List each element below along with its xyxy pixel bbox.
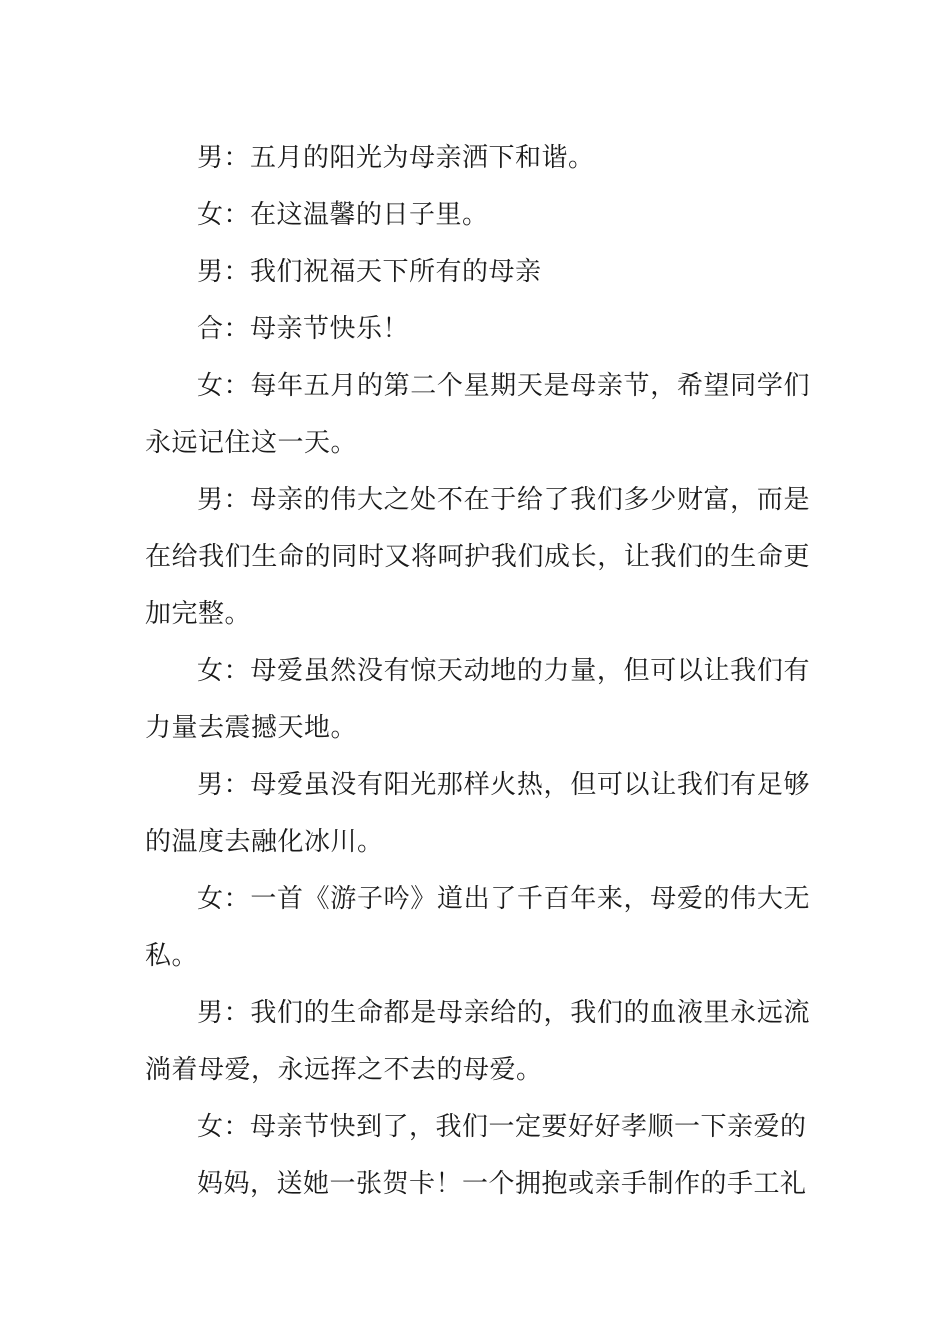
dialogue-line: 女：母爱虽然没有惊天动地的力量，但可以让我们有力量去震撼天地。 bbox=[145, 656, 810, 743]
dialogue-line: 男：母亲的伟大之处不在于给了我们多少财富，而是在给我们生命的同时又将呵护我们成长，让我们的生命更加完整。 bbox=[145, 485, 810, 629]
dialogue-line: 女：母亲节快到了，我们一定要好好孝顺一下亲爱的 bbox=[197, 1112, 807, 1142]
dialogue-line: 男：我们的生命都是母亲给的，我们的血液里永远流淌着母爱，永远挥之不去的母爱。 bbox=[145, 998, 810, 1085]
dialogue-line: 女：在这温馨的日子里。 bbox=[197, 200, 489, 230]
dialogue-line: 合：母亲节快乐！ bbox=[197, 314, 410, 344]
dialogue-line: 男：母爱虽没有阳光那样火热，但可以让我们有足够的温度去融化冰川。 bbox=[145, 770, 810, 857]
dialogue-line: 女：每年五月的第二个星期天是母亲节，希望同学们永远记住这一天。 bbox=[145, 371, 810, 458]
document-body bbox=[145, 130, 810, 1213]
dialogue-line: 女：一首《游子吟》道出了千百年来，母爱的伟大无私。 bbox=[145, 884, 810, 971]
dialogue-line: 男：五月的阳光为母亲洒下和谐。 bbox=[197, 143, 595, 173]
dialogue-line: 妈妈，送她一张贺卡！一个拥抱或亲手制作的手工礼 bbox=[197, 1169, 807, 1199]
dialogue-line: 男：我们祝福天下所有的母亲 bbox=[197, 257, 542, 287]
